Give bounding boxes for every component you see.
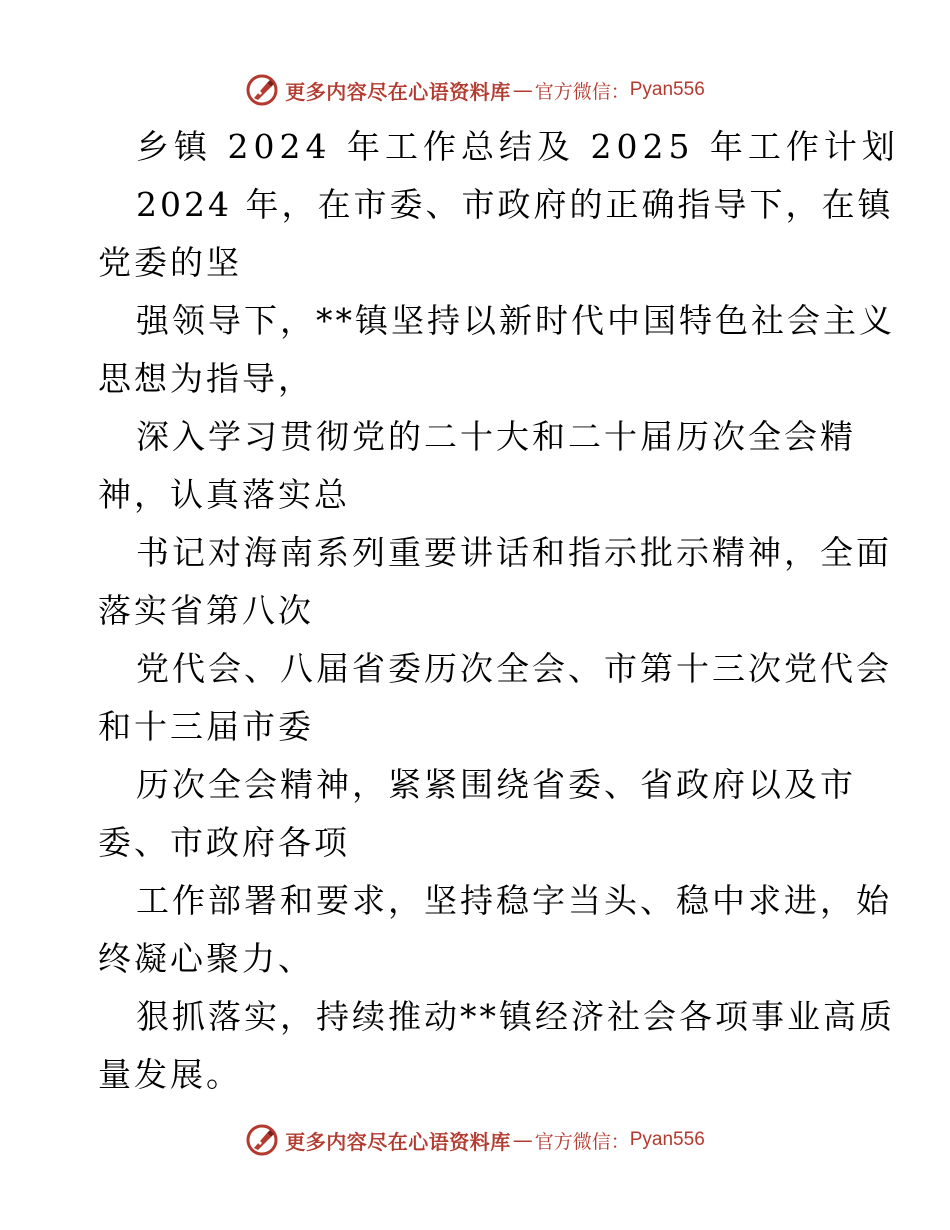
paragraph-line: 思想为指导， — [98, 359, 314, 398]
paragraph-line: 神，认真落实总 — [98, 475, 350, 514]
paragraph — [98, 988, 895, 1104]
banner-wechat-label: 官方微信： — [534, 80, 630, 103]
pen-nib-logo-icon — [245, 73, 279, 107]
footer-watermark-banner — [0, 1120, 950, 1160]
paragraph — [98, 408, 868, 524]
paragraph-line: 量发展。 — [98, 1055, 242, 1094]
paragraph — [98, 524, 892, 640]
paragraph-line: 2024 年，在市委、市政府的正确指导下，在镇 — [136, 185, 894, 224]
paragraph-line: 党代会、八届省委历次全会、市第十三次党代会 — [136, 649, 892, 688]
paragraph-line: 委、市政府各项 — [98, 823, 350, 862]
banner-wechat-label: 官方微信： — [534, 1130, 630, 1153]
paragraph — [98, 640, 892, 756]
paragraph-line: 历次全会精神，紧紧围绕省委、省政府以及市 — [136, 765, 856, 804]
paragraph-line: 工作部署和要求，坚持稳字当头、稳中求进，始 — [136, 881, 892, 920]
document-body — [98, 118, 900, 1104]
paragraph-line: 党委的坚 — [98, 243, 242, 282]
paragraph-line: 狠抓落实，持续推动**镇经济社会各项事业高质 — [136, 997, 895, 1036]
banner-dash: — — [512, 1128, 533, 1152]
paragraph — [98, 872, 892, 988]
banner-account: Pyan556 — [629, 1129, 705, 1150]
banner-account: Pyan556 — [629, 79, 705, 100]
banner-slogan: 更多内容尽在心语资料库 — [285, 1129, 511, 1154]
paragraph — [98, 292, 895, 408]
paragraph-line: 强领导下，**镇坚持以新时代中国特色社会主义 — [136, 301, 895, 340]
banner-dash: — — [512, 78, 533, 102]
paragraph-line: 落实省第八次 — [98, 591, 314, 630]
pen-nib-logo-icon — [245, 1123, 279, 1157]
header-watermark-banner — [0, 70, 950, 110]
paragraph-line: 终凝心聚力、 — [98, 939, 314, 978]
banner-slogan: 更多内容尽在心语资料库 — [285, 79, 511, 104]
paragraph-line: 深入学习贯彻党的二十大和二十届历次全会精 — [136, 417, 856, 456]
paragraph-line: 和十三届市委 — [98, 707, 314, 746]
document-title: 乡镇 2024 年工作总结及 2025 年工作计划 — [136, 127, 900, 166]
paragraph — [98, 756, 868, 872]
paragraph — [98, 176, 894, 292]
paragraph-line: 书记对海南系列重要讲话和指示批示精神，全面 — [136, 533, 892, 572]
